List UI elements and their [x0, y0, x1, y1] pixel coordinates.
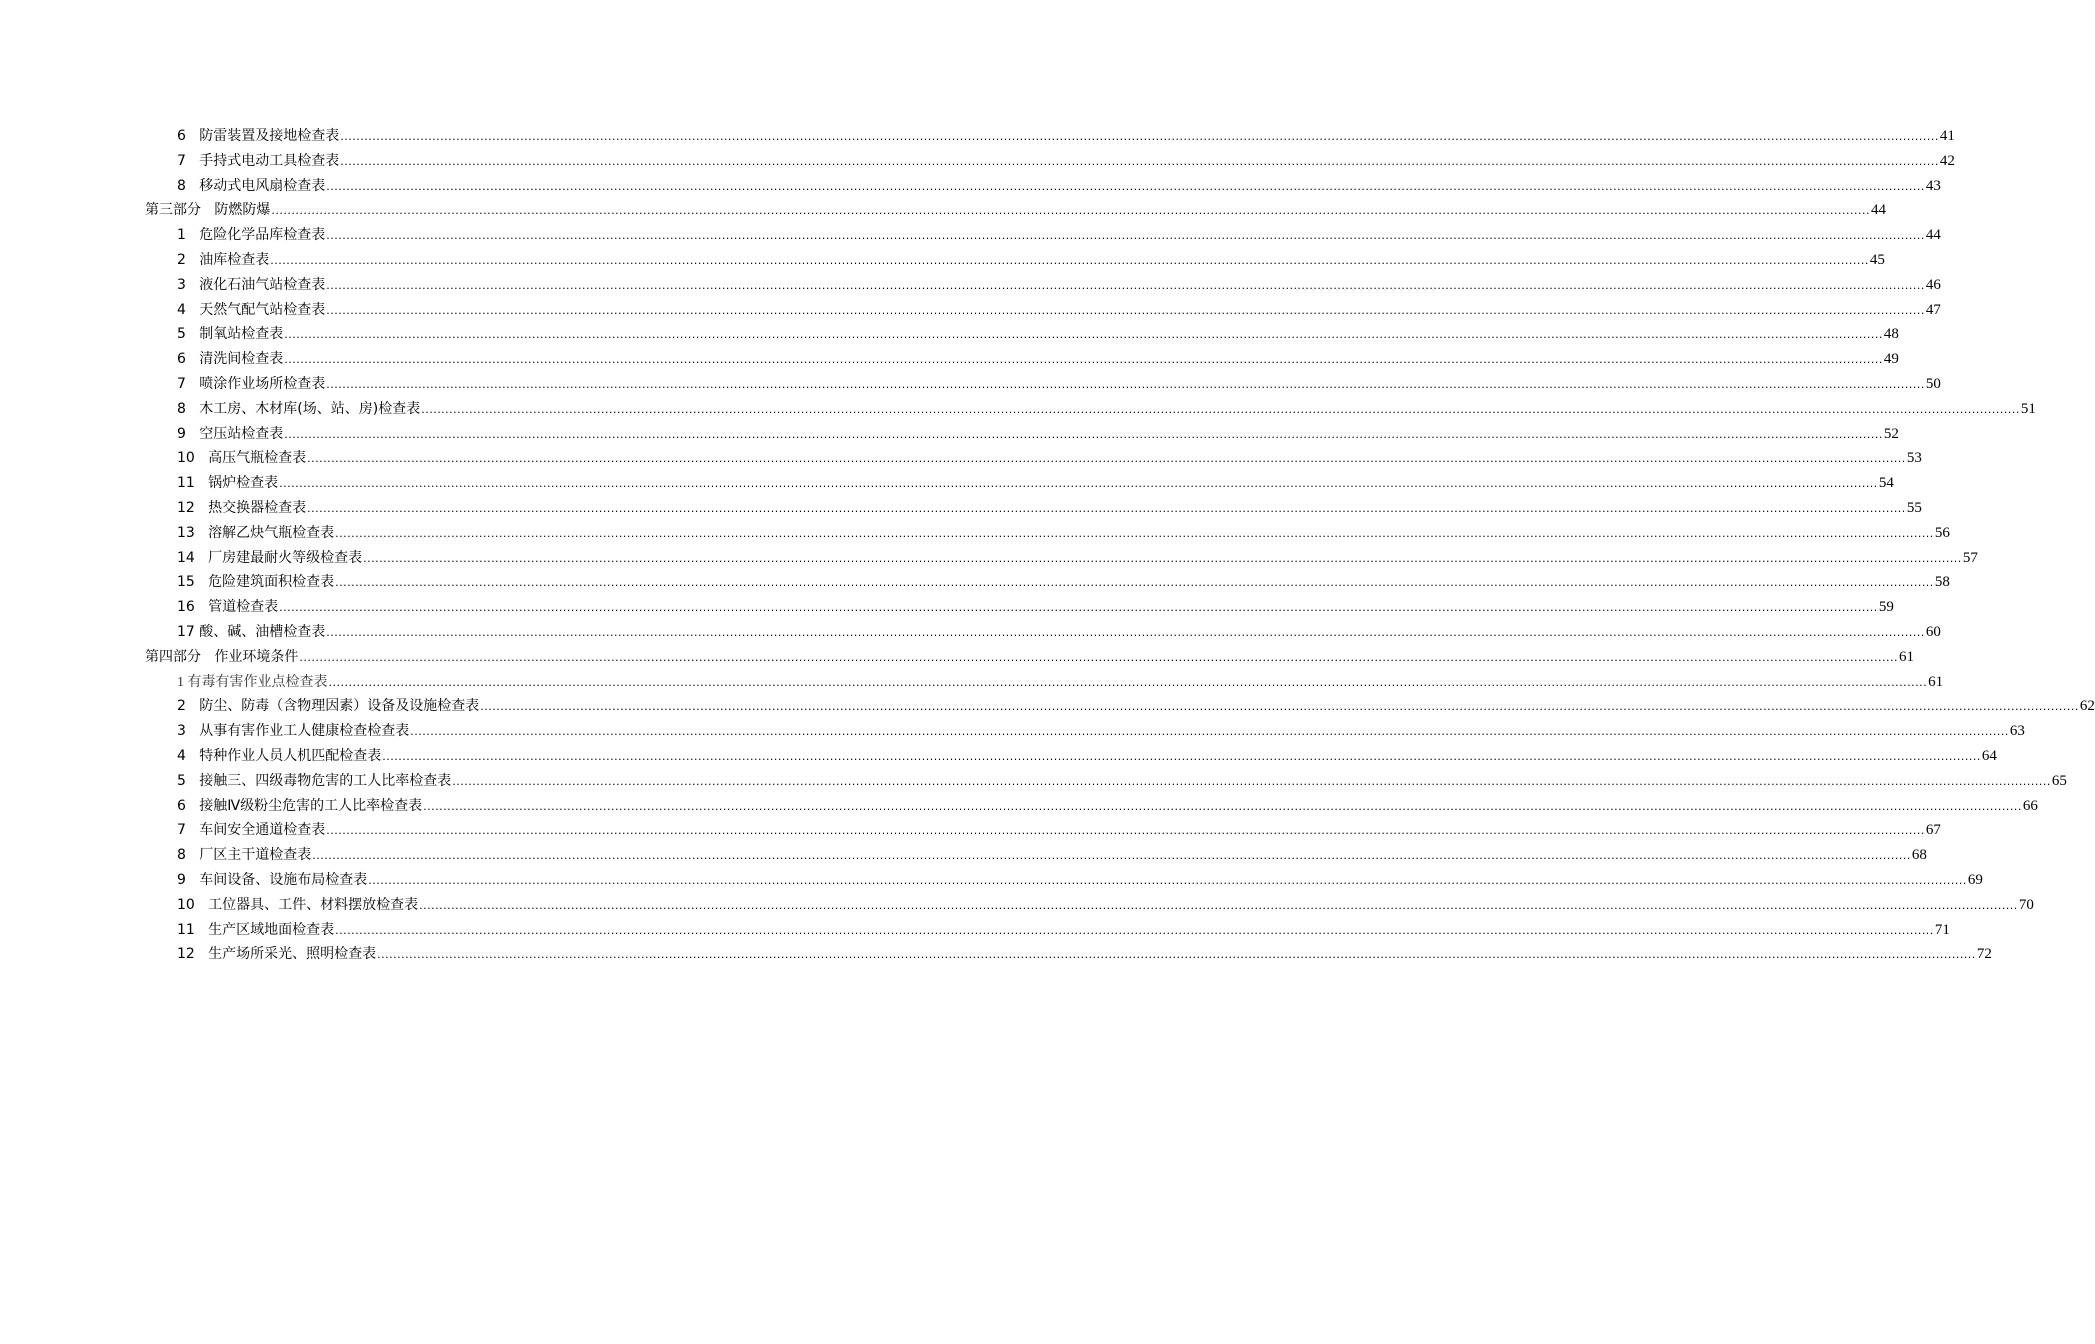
toc-entry-title: 酸、碱、油槽检查表 [199, 623, 326, 640]
toc-entry[interactable] [0, 149, 1955, 174]
toc-page-number: 50 [1925, 375, 1941, 392]
toc-entry[interactable] [0, 124, 1955, 149]
toc-entry-line [145, 645, 1914, 670]
toc-page-number: 72 [1976, 946, 1992, 963]
toc-entry-line [177, 918, 1950, 943]
toc-entry-title: 防雷装置及接地检查表 [199, 128, 340, 144]
toc-entry-line [177, 174, 1941, 199]
toc-entry[interactable] [0, 322, 1899, 347]
toc-page-number: 46 [1925, 276, 1941, 293]
toc-entry-title: 厂房建最耐火等级检查表 [208, 549, 363, 566]
toc-entry-number: 5 [177, 772, 200, 789]
toc-entry-title: 厂区主干道检查表 [199, 847, 312, 864]
toc-entry-title: 手持式电动工具检查表 [199, 152, 340, 169]
toc-entry-line [177, 397, 2036, 422]
toc-entry-line [177, 744, 1997, 769]
toc-entry-title: 热交换器检查表 [208, 499, 307, 516]
toc-dot-leader: ................................................................................................................................................................................................................................................................................................................................................................................................................ [284, 353, 1883, 367]
toc-page-number: 60 [1925, 623, 1941, 640]
toc-dot-leader: ................................................................................................................................................................................................................................................................................................................................................................................................................ [326, 179, 1925, 193]
toc-entry-number: 2 [177, 251, 200, 268]
toc-entry-line [177, 372, 1941, 397]
toc-entry-number: 3 [177, 276, 200, 293]
toc-entry-line [177, 347, 1899, 372]
toc-entry-line [177, 298, 1941, 323]
toc-page-number: 47 [1925, 301, 1941, 318]
toc-entry-number: 第三部分 [145, 202, 215, 219]
toc-entry-line [177, 422, 1899, 447]
toc-entry[interactable] [0, 546, 1978, 571]
toc-entry-title: 木工房、木材库(场、站、房)检查表 [199, 400, 421, 417]
toc-page-number: 65 [2051, 772, 2067, 789]
toc-page-number: 42 [1939, 152, 1955, 169]
toc-entry-title: 接触三、四级毒物危害的工人比率检查表 [199, 772, 452, 789]
toc-dot-leader: ................................................................................................................................................................................................................................................................................................................................................................................................................ [377, 948, 1976, 962]
toc-dot-leader: ................................................................................................................................................................................................................................................................................................................................................................................................................ [419, 898, 2018, 912]
toc-entry-line [177, 794, 2038, 819]
toc-page-number: 45 [1869, 251, 1885, 268]
toc-dot-leader: ................................................................................................................................................................................................................................................................................................................................................................................................................ [410, 725, 2009, 739]
toc-entry-title: 天然气配气站检查表 [199, 301, 326, 318]
toc-entry-title: 油库检查表 [199, 251, 270, 268]
toc-entry-line [177, 521, 1950, 546]
toc-part-heading[interactable] [0, 198, 1886, 223]
toc-page-number: 51 [2020, 400, 2036, 417]
toc-dot-leader: ................................................................................................................................................................................................................................................................................................................................................................................................................ [340, 154, 1939, 168]
toc-dot-leader: ................................................................................................................................................................................................................................................................................................................................................................................................................ [284, 328, 1883, 342]
toc-entry-line [177, 818, 1941, 843]
toc-entry-title: 危险化学品库检查表 [199, 227, 326, 244]
toc-entry-number: 10 [177, 450, 209, 467]
toc-entry[interactable] [0, 694, 2095, 719]
toc-dot-leader: ................................................................................................................................................................................................................................................................................................................................................................................................................ [312, 849, 1911, 863]
toc-entry[interactable] [0, 744, 1997, 769]
toc-dot-leader: ................................................................................................................................................................................................................................................................................................................................................................................................................ [326, 824, 1925, 838]
toc-entry[interactable] [0, 595, 1894, 620]
toc-entry[interactable] [0, 298, 1941, 323]
toc-entry-number: 8 [177, 400, 200, 417]
toc-dot-leader: ................................................................................................................................................................................................................................................................................................................................................................................................................ [299, 650, 1898, 664]
toc-dot-leader: ................................................................................................................................................................................................................................................................................................................................................................................................................ [326, 625, 1925, 639]
toc-entry[interactable] [0, 942, 1992, 967]
toc-entry-title: 移动式电风扇检查表 [199, 177, 326, 194]
toc-entry-title: 车间安全通道检查表 [199, 822, 326, 839]
toc-entry-title: 锅炉检查表 [208, 475, 279, 492]
toc-entry-line [177, 620, 1941, 645]
toc-entry-number: 8 [177, 847, 200, 864]
toc-page-number: 55 [1906, 499, 1922, 516]
toc-entry-line [177, 273, 1941, 298]
toc-entry-number: 4 [177, 301, 200, 318]
toc-dot-leader: ................................................................................................................................................................................................................................................................................................................................................................................................................ [279, 601, 1878, 615]
toc-entry[interactable] [0, 422, 1899, 447]
toc-entry-number: 11 [177, 921, 209, 938]
toc-entry[interactable] [0, 174, 1941, 199]
toc-entry-number: 1 [177, 674, 188, 690]
toc-entry-line [177, 719, 2025, 744]
toc-dot-leader: ................................................................................................................................................................................................................................................................................................................................................................................................................ [271, 204, 1870, 218]
toc-dot-leader: ................................................................................................................................................................................................................................................................................................................................................................................................................ [480, 700, 2079, 714]
toc-entry[interactable] [0, 670, 1944, 695]
toc-entry-line [177, 124, 1955, 149]
toc-dot-leader: ................................................................................................................................................................................................................................................................................................................................................................................................................ [421, 402, 2020, 416]
toc-entry-line [177, 149, 1955, 174]
toc-page-number: 49 [1883, 351, 1899, 368]
toc-page-number: 59 [1878, 599, 1894, 616]
toc-entry[interactable] [0, 570, 1950, 595]
toc-page-number: 44 [1871, 202, 1886, 219]
toc-entry[interactable] [0, 769, 2067, 794]
toc-page-number: 44 [1925, 227, 1941, 244]
toc-page-number: 63 [2009, 723, 2025, 740]
toc-entry[interactable] [0, 843, 1927, 868]
toc-entry-number: 6 [177, 128, 200, 144]
toc-entry-title: 喷涂作业场所检查表 [199, 375, 326, 392]
toc-entry-number: 5 [177, 326, 200, 343]
toc-entry-line [177, 248, 1885, 273]
toc-entry-number: 6 [177, 797, 200, 814]
toc-entry-title: 从事有害作业工人健康检查检查表 [199, 723, 410, 740]
toc-page-number: 48 [1883, 326, 1899, 343]
toc-page-number: 70 [2018, 896, 2034, 913]
toc-entry-number: 第四部分 [145, 648, 215, 665]
toc-page-number: 61 [1928, 673, 1944, 690]
toc-entry-title: 清洗间检查表 [199, 351, 284, 368]
toc-dot-leader: ................................................................................................................................................................................................................................................................................................................................................................................................................ [307, 452, 1906, 466]
toc-entry-number: 10 [177, 896, 209, 913]
toc-entry-number: 8 [177, 177, 200, 194]
toc-entry-title: 空压站检查表 [199, 425, 284, 442]
toc-entry-line [177, 546, 1978, 571]
toc-entry[interactable] [0, 620, 1941, 645]
toc-entry-line [177, 670, 1944, 695]
toc-entry[interactable] [0, 372, 1941, 397]
toc-dot-leader: ................................................................................................................................................................................................................................................................................................................................................................................................................ [326, 303, 1925, 317]
toc-dot-leader: ................................................................................................................................................................................................................................................................................................................................................................................................................ [326, 229, 1925, 243]
toc-entry-number: 12 [177, 499, 209, 516]
toc-dot-leader: ................................................................................................................................................................................................................................................................................................................................................................................................................ [284, 427, 1883, 441]
toc-entry[interactable] [0, 719, 2025, 744]
toc-page-number: 67 [1925, 822, 1941, 839]
toc-page-number: 57 [1962, 549, 1978, 566]
toc-entry-number: 9 [177, 871, 200, 888]
toc-entry-number: 7 [177, 375, 200, 392]
toc-dot-leader: ................................................................................................................................................................................................................................................................................................................................................................................................................ [335, 526, 1934, 540]
toc-page-number: 52 [1883, 425, 1899, 442]
toc-entry-title: 溶解乙炔气瓶检查表 [208, 524, 335, 541]
toc-entry-line [177, 893, 2034, 918]
table-of-contents [0, 124, 2095, 967]
toc-entry-title: 防尘、防毒（含物理因素）设备及设施检查表 [199, 698, 480, 715]
toc-dot-leader: ................................................................................................................................................................................................................................................................................................................................................................................................................ [423, 799, 2022, 813]
toc-page-number: 68 [1911, 847, 1927, 864]
toc-page-number: 69 [1967, 871, 1983, 888]
toc-dot-leader: ................................................................................................................................................................................................................................................................................................................................................................................................................ [335, 923, 1934, 937]
toc-entry-number: 7 [177, 152, 200, 169]
toc-entry[interactable] [0, 818, 1941, 843]
toc-entry-title: 管道检查表 [208, 599, 279, 616]
toc-entry-number: 11 [177, 475, 209, 492]
toc-page-number: 53 [1906, 450, 1922, 467]
toc-entry-line [145, 198, 1886, 223]
toc-entry-number: 13 [177, 524, 209, 541]
toc-entry[interactable] [0, 794, 2038, 819]
toc-dot-leader: ................................................................................................................................................................................................................................................................................................................................................................................................................ [326, 278, 1925, 292]
toc-entry-number: 14 [177, 549, 209, 566]
toc-entry-number: 9 [177, 425, 200, 442]
toc-entry-line [177, 496, 1922, 521]
toc-entry-line [177, 942, 1992, 967]
toc-entry-number: 1 [177, 227, 200, 244]
toc-entry-line [177, 595, 1894, 620]
toc-part-heading[interactable] [0, 645, 1914, 670]
toc-page-number: 56 [1934, 524, 1950, 541]
toc-entry-line [177, 223, 1941, 248]
toc-entry-line [177, 570, 1950, 595]
toc-entry-line [177, 843, 1927, 868]
toc-entry-title: 高压气瓶检查表 [208, 450, 307, 467]
toc-entry-title: 作业环境条件 [214, 648, 299, 665]
toc-dot-leader: ................................................................................................................................................................................................................................................................................................................................................................................................................ [328, 675, 1928, 689]
toc-dot-leader: ................................................................................................................................................................................................................................................................................................................................................................................................................ [279, 477, 1878, 491]
toc-entry[interactable] [0, 446, 1922, 471]
toc-entry-title: 特种作业人员人机匹配检查表 [199, 747, 382, 764]
toc-entry-number: 2 [177, 698, 200, 715]
toc-entry-line [177, 694, 2095, 719]
toc-entry-line [177, 471, 1894, 496]
toc-entry-line [177, 868, 1983, 893]
toc-entry-title: 制氧站检查表 [199, 326, 284, 343]
toc-entry-title: 工位器具、工件、材料摆放检查表 [208, 896, 419, 913]
toc-dot-leader: ................................................................................................................................................................................................................................................................................................................................................................................................................ [452, 774, 2051, 788]
toc-entry-number: 15 [177, 574, 209, 591]
toc-entry[interactable] [0, 893, 2034, 918]
toc-page-number: 61 [1899, 648, 1914, 665]
toc-page-number: 41 [1939, 128, 1955, 144]
toc-page-number: 71 [1934, 921, 1950, 938]
toc-entry-number: 6 [177, 351, 200, 368]
toc-entry-line [177, 446, 1922, 471]
toc-entry[interactable] [0, 273, 1941, 298]
toc-page-number: 54 [1878, 475, 1894, 492]
toc-entry-title: 防燃防爆 [214, 202, 271, 219]
toc-entry[interactable] [0, 223, 1941, 248]
toc-entry[interactable] [0, 248, 1885, 273]
toc-dot-leader: ................................................................................................................................................................................................................................................................................................................................................................................................................ [307, 501, 1906, 515]
toc-entry[interactable] [0, 471, 1894, 496]
toc-entry[interactable] [0, 397, 2036, 422]
toc-entry-title: 有毒有害作业点检查表 [187, 674, 328, 690]
toc-entry[interactable] [0, 918, 1950, 943]
toc-page-number: 43 [1925, 177, 1941, 194]
toc-entry-line [177, 769, 2067, 794]
toc-entry-title: 接触Ⅳ级粉尘危害的工人比率检查表 [199, 797, 423, 814]
toc-entry-title: 危险建筑面积检查表 [208, 574, 335, 591]
toc-page-number: 62 [2079, 698, 2095, 715]
toc-entry-title: 车间设备、设施布局检查表 [199, 871, 368, 888]
toc-entry-number: 4 [177, 747, 200, 764]
toc-dot-leader: ................................................................................................................................................................................................................................................................................................................................................................................................................ [326, 377, 1925, 391]
toc-entry-title: 生产场所采光、照明检查表 [208, 946, 377, 963]
toc-entry-title: 液化石油气站检查表 [199, 276, 326, 293]
toc-entry[interactable] [0, 521, 1950, 546]
toc-entry-number: 16 [177, 599, 209, 616]
toc-entry-number: 3 [177, 723, 200, 740]
toc-dot-leader: ................................................................................................................................................................................................................................................................................................................................................................................................................ [382, 749, 1981, 763]
toc-entry-number: 17 [177, 623, 200, 640]
toc-dot-leader: ................................................................................................................................................................................................................................................................................................................................................................................................................ [368, 873, 1967, 887]
toc-entry[interactable] [0, 347, 1899, 372]
toc-dot-leader: ................................................................................................................................................................................................................................................................................................................................................................................................................ [335, 576, 1934, 590]
toc-page-number: 66 [2022, 797, 2038, 814]
toc-entry[interactable] [0, 868, 1983, 893]
toc-dot-leader: ................................................................................................................................................................................................................................................................................................................................................................................................................ [363, 551, 1962, 565]
toc-entry-title: 生产区域地面检查表 [208, 921, 335, 938]
toc-dot-leader: ................................................................................................................................................................................................................................................................................................................................................................................................................ [340, 130, 1939, 143]
toc-entry-number: 12 [177, 946, 209, 963]
toc-entry-line [177, 322, 1899, 347]
toc-dot-leader: ................................................................................................................................................................................................................................................................................................................................................................................................................ [270, 253, 1869, 267]
toc-page-number: 64 [1981, 747, 1997, 764]
toc-entry-number: 7 [177, 822, 200, 839]
toc-page-number: 58 [1934, 574, 1950, 591]
toc-entry[interactable] [0, 496, 1922, 521]
